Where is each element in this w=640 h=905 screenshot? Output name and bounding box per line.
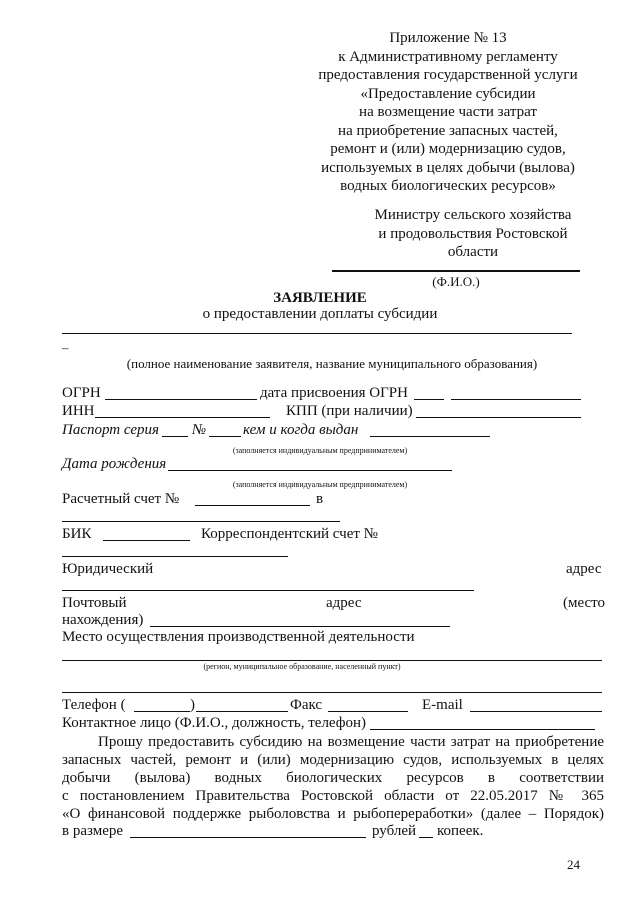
activity-location-field[interactable]: [62, 660, 602, 661]
birth-date-label: Дата рождения: [62, 456, 167, 472]
postal-address-label: Почтовый: [62, 595, 127, 611]
fio-caption: (Ф.И.О.): [432, 274, 480, 289]
passport-number-label: №: [192, 422, 207, 438]
kpp-field[interactable]: [416, 417, 581, 418]
legal-address-label-2: адрес: [566, 561, 602, 577]
passport-series-label: Паспорт серия: [62, 422, 159, 438]
kopecks-field[interactable]: [419, 837, 433, 838]
fax-label: Факс: [290, 697, 323, 713]
contact-person-field[interactable]: [370, 729, 595, 730]
header-line: предоставления государственной услуги: [318, 67, 578, 83]
phone-code-field[interactable]: [134, 711, 190, 712]
bik-label: БИК: [62, 526, 92, 542]
request-line: запасных частей, ремонт и (или) модернизацию судов, используемых в целях: [62, 752, 604, 768]
header-line: водных биологических ресурсов»: [340, 178, 556, 194]
bank-name-field[interactable]: [62, 521, 340, 522]
phone-field[interactable]: [196, 711, 288, 712]
ip-note: (заполняется индивидуальным предпринимателем): [232, 480, 408, 489]
phone-label: Телефон (: [62, 697, 126, 713]
activity-caption: (регион, муниципальное образование, населенный пункт): [203, 662, 401, 671]
email-field[interactable]: [470, 711, 602, 712]
fio-underline[interactable]: [332, 270, 580, 272]
inn-label: ИНН: [62, 403, 95, 419]
ogrn-date-label: дата присвоения ОГРН: [260, 385, 408, 401]
amount-field[interactable]: [130, 837, 366, 838]
amount-label: в размере: [62, 823, 124, 839]
ogrn-date-day-field[interactable]: [414, 399, 444, 400]
passport-issued-field[interactable]: [370, 436, 490, 437]
header-line: на возмещение части затрат: [359, 104, 537, 120]
document-subtitle: о предоставлении доплаты субсидии: [202, 306, 438, 322]
contact-person-label: Контактное лицо (Ф.И.О., должность, телефон): [62, 715, 367, 731]
rubles-label: рублей: [372, 823, 417, 839]
kpp-label: КПП (при наличии): [286, 403, 413, 419]
request-line: Прошу предоставить субсидию на возмещение части затрат на приобретение: [98, 734, 604, 750]
applicant-caption: (полное наименование заявителя, название муниципального образования): [126, 356, 538, 371]
postal-address-label-3: (место: [563, 595, 606, 611]
account-field[interactable]: [195, 505, 310, 506]
addressee-line: области: [447, 244, 499, 260]
header-line: «Предоставление субсидии: [360, 86, 536, 102]
legal-address-field[interactable]: [62, 590, 474, 591]
activity-location-label: Место осуществления производственной деятельности: [62, 629, 415, 645]
activity-location-field-2[interactable]: [62, 692, 602, 693]
fax-field[interactable]: [328, 711, 408, 712]
corr-account-field[interactable]: [62, 556, 288, 557]
passport-number-field[interactable]: [209, 436, 241, 437]
inn-field[interactable]: [95, 417, 270, 418]
applicant-dash: –: [62, 340, 69, 355]
account-in-label: в: [316, 491, 324, 507]
header-line: используемых в целях добычи (вылова): [321, 160, 575, 176]
addressee-line: Министру сельского хозяйства: [374, 207, 572, 223]
passport-issued-label: кем и когда выдан: [243, 422, 359, 438]
passport-series-field[interactable]: [162, 436, 188, 437]
birth-date-field[interactable]: [168, 470, 452, 471]
bik-field[interactable]: [103, 540, 190, 541]
account-label: Расчетный счет №: [62, 491, 180, 507]
postal-address-label-4: нахождения): [62, 612, 144, 628]
applicant-name-line[interactable]: [62, 333, 572, 334]
phone-close: ): [190, 697, 195, 713]
email-label: E-mail: [422, 697, 463, 713]
request-line: добычи (вылова) водных биологических ресурсов в соответствии: [62, 770, 604, 786]
legal-address-label: Юридический: [62, 561, 154, 577]
request-line: «О финансовой поддержке рыболовства и рыбопереработки» (далее – Порядок): [62, 806, 604, 822]
header-line: на приобретение запасных частей,: [338, 123, 558, 139]
postal-address-field[interactable]: [150, 626, 450, 627]
ip-note: (заполняется индивидуальным предпринимателем): [232, 446, 408, 455]
header-line: Приложение № 13: [389, 30, 507, 46]
header-line: к Административному регламенту: [338, 49, 558, 65]
kopecks-label: копеек.: [437, 823, 484, 839]
page-number: 24: [567, 857, 580, 872]
document-title: ЗАЯВЛЕНИЕ: [273, 290, 367, 306]
postal-address-label-2: адрес: [326, 595, 362, 611]
request-line: с постановлением Правительства Ростовской области от 22.05.2017 № 365: [62, 788, 604, 804]
ogrn-label: ОГРН: [62, 385, 101, 401]
corr-account-label: Корреспондентский счет №: [201, 526, 378, 542]
ogrn-field[interactable]: [105, 399, 257, 400]
header-line: ремонт и (или) модернизацию судов,: [330, 141, 566, 157]
addressee-line: и продовольствия Ростовской: [378, 226, 568, 242]
ogrn-date-field[interactable]: [451, 399, 581, 400]
